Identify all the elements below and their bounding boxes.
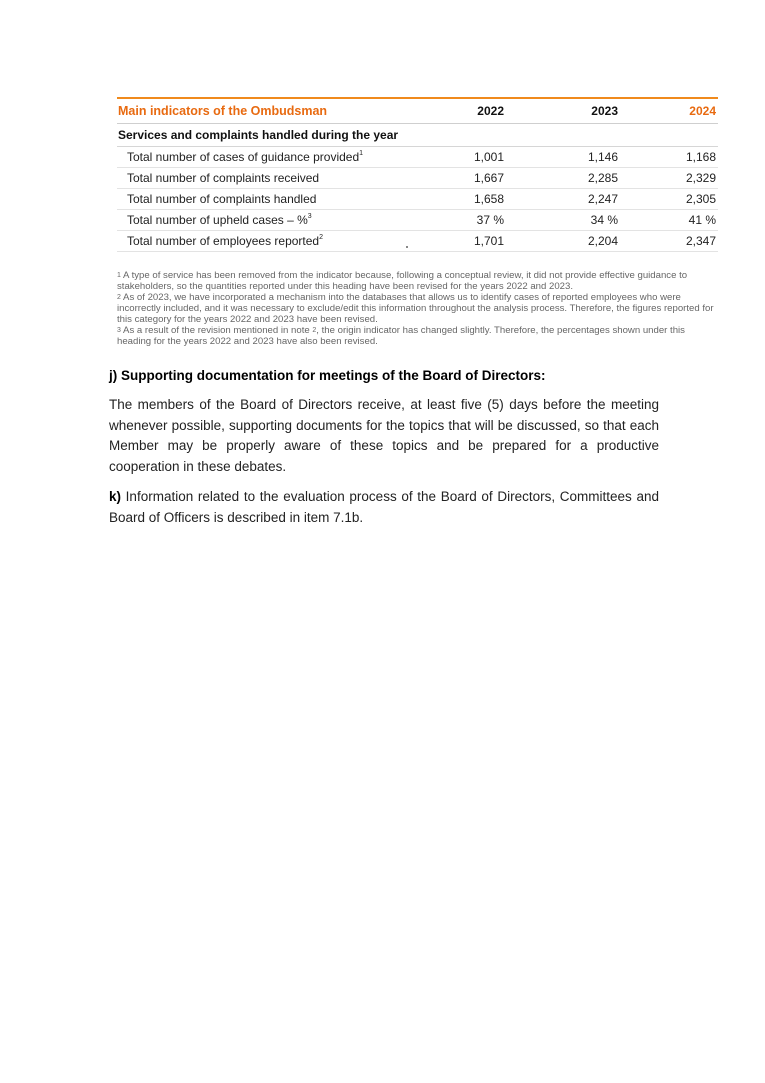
ombudsman-indicators-table	[117, 97, 718, 252]
table-row	[117, 189, 718, 210]
row-label: Total number of employees reported$^2$	[127, 234, 324, 248]
cell-2024: 1,168	[685, 150, 716, 164]
cell-2024: 41 %	[688, 213, 716, 227]
table-section-heading: Services and complaints handled during the year	[117, 124, 718, 147]
row-label: Total number of upheld cases – %$^3$	[127, 213, 312, 227]
table-row	[117, 210, 718, 231]
table-row	[117, 147, 718, 168]
year-header-2024: 2024	[689, 104, 716, 118]
cell-2024: 2,347	[685, 234, 716, 248]
table-header-row	[117, 99, 718, 124]
section-k-label: k)	[109, 489, 122, 504]
footnote-3: $^3$ As a result of the revision mentioned in note $^2$, the origin indicator has changed slightly. Therefore, the percentages shown under this heading for the years 2022 and 2023 have also been revised.	[117, 325, 685, 347]
stray-mark	[406, 246, 408, 248]
cell-2023: 2,204	[587, 234, 618, 248]
cell-2022: 1,001	[473, 150, 504, 164]
cell-2023: 34 %	[590, 213, 618, 227]
section-j-heading: j) Supporting documentation for meetings of the Board of Directors:	[109, 368, 546, 383]
cell-2024: 2,305	[685, 192, 716, 206]
section-j-paragraph: The members of the Board of Directors receive, at least five (5) days before the meeting whenever possible, supporting documents for the topics that will be discussed, so that each Member may be properly aware of these topics and be prepared for a productive cooperation in these debates.	[109, 397, 659, 474]
table-title: Main indicators of the Ombudsman	[118, 104, 328, 118]
cell-2022: 1,701	[473, 234, 504, 248]
cell-2023: 1,146	[587, 150, 618, 164]
year-header-2023: 2023	[591, 104, 618, 118]
cell-2022: 1,667	[473, 171, 504, 185]
year-header-2022: 2022	[477, 104, 504, 118]
cell-2022: 37 %	[476, 213, 504, 227]
cell-2024: 2,329	[685, 171, 716, 185]
table-row	[117, 168, 718, 189]
table-footnotes	[117, 270, 717, 347]
section-k-text: Information related to the evaluation process of the Board of Directors, Committees and Board of Officers is described in item 7.1b.	[109, 489, 659, 525]
cell-2022: 1,658	[473, 192, 504, 206]
section-k-paragraph	[109, 487, 659, 528]
footnote-2: $^2$ As of 2023, we have incorporated a mechanism into the databases that allows us to identify cases of reported employees who were incorrectly included, and it was necessary to exclude/edit this information throughout the analysis process. Therefore, the figures reported for this category for the years 2022 and 2023 have been revised.	[117, 292, 714, 325]
cell-2023: 2,285	[587, 171, 618, 185]
table-row	[117, 231, 718, 252]
footnote-1: $^1$ A type of service has been removed from the indicator because, following a conceptual review, it did not provide effective guidance to stakeholders, so the quantities reported under this heading have been revised for the years 2022 and 2023.	[117, 270, 688, 292]
cell-2023: 2,247	[587, 192, 618, 206]
row-label: Total number of complaints received	[127, 171, 320, 185]
row-label: Total number of cases of guidance provided$^1$	[127, 150, 364, 164]
row-label: Total number of complaints handled	[127, 192, 317, 206]
